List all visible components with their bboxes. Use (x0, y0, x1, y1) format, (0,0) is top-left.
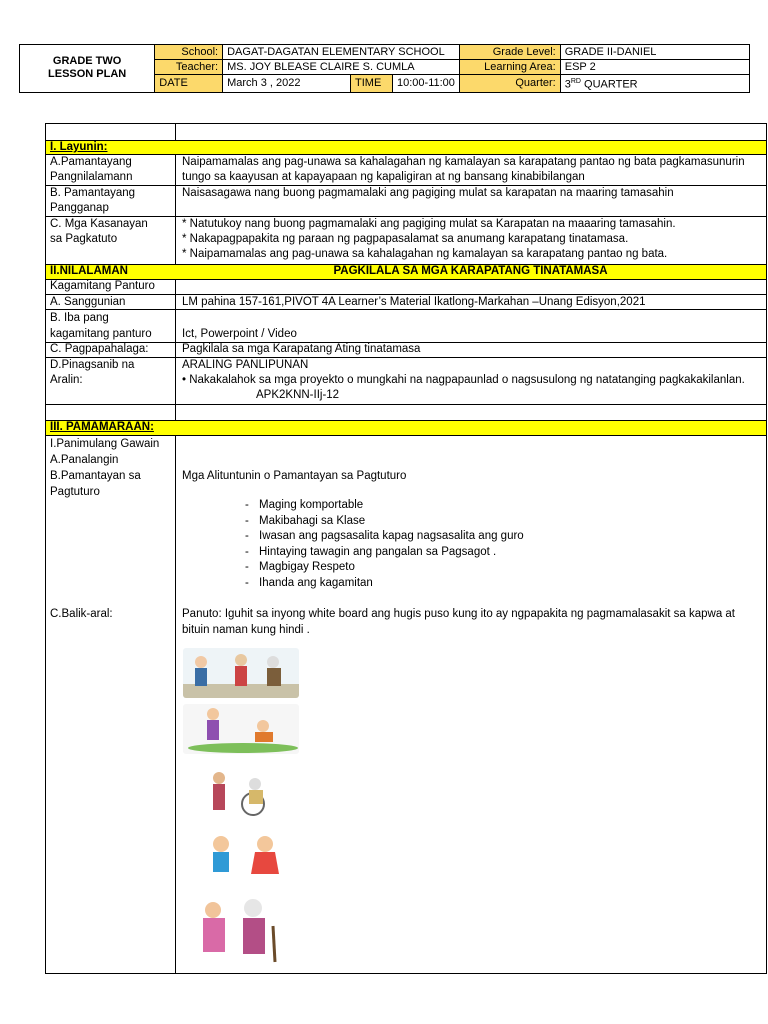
grade-value: GRADE II-DANIEL (560, 45, 749, 60)
text-a1: Naipamamalas ang pag-unawa sa kahalagahan ng kamalayan sa karapatang pantao ng bata pagkamasunurin (182, 156, 745, 168)
date-value: March 3 , 2022 (223, 75, 351, 93)
label-kagamitan: Kagamitang Panturo (50, 280, 155, 292)
label-pagtuturo: Pagtuturo (50, 486, 100, 498)
teacher-value: MS. JOY BLEASE CLAIRE S. CUMLA (223, 60, 460, 75)
nilalaman-heading: II.NILALAMAN (50, 265, 128, 277)
pamamaraan-heading: III. PAMAMARAAN: (50, 421, 154, 433)
text-sanggunian: LM pahina 157-161,PIVOT 4A Learner’s Material Ikatlong-Markahan –Unang Edisyon,2021 (182, 296, 646, 308)
label-panalangin: A.Panalangin (50, 454, 119, 466)
label-b1: B. Iba pang (50, 312, 109, 324)
label-a2: Pangnilalamann (50, 171, 133, 183)
two-kids-image (183, 832, 299, 884)
label-pagpapahalaga: C. Pagpapahalaga: (50, 343, 149, 355)
row-mga-kasanayan (46, 216, 766, 264)
wheelchair-image (183, 770, 299, 818)
school-label: School: (155, 45, 223, 60)
topic-title: PAGKILALA SA MGA KARAPATANG TINATAMASA (333, 265, 608, 277)
row-pinagsanib (46, 357, 766, 404)
label-d1: D.Pinagsanib na (50, 359, 135, 371)
blank-row (46, 404, 766, 420)
panuto-line1: Panuto: Iguhit sa inyong white board ang hugis puso kung ito ay ngpapakita ng pagmamalasakit sa kapwa at (182, 608, 736, 620)
rule-item: - Makibahagi sa Klase (245, 514, 524, 530)
lesson-table (45, 123, 767, 974)
row-pagpapahalaga (46, 342, 766, 357)
nilalaman-heading-row (46, 264, 766, 279)
teacher-label: Teacher: (155, 60, 223, 75)
row-iba-pang-kagamitan (46, 309, 766, 342)
row-pamantayang-pangnilalaman (46, 154, 766, 185)
label-c1: C. Mga Kasanayan (50, 218, 148, 230)
time-value: 10:00-11:00 (393, 75, 460, 93)
header-table (19, 44, 750, 93)
text-kagamitan: Ict, Powerpoint / Video (182, 328, 297, 340)
label-sanggunian: A. Sanggunian (50, 296, 126, 308)
row-kagamitan (46, 279, 766, 294)
grade-label: Grade Level: (459, 45, 560, 60)
label-c2: sa Pagkatuto (50, 233, 118, 245)
pamamaraan-heading-row (46, 420, 766, 435)
helping-elder-image (183, 648, 299, 698)
label-b1: B. Pamantayang (50, 187, 136, 199)
rules-list (245, 498, 524, 591)
text-a2: tungo sa kaayusan at kapayapaan ng kapaligiran at ng bansang kinabibilangan (182, 171, 585, 183)
kasanayan-item: * Naipamamalas ang pag-unawa sa kahalagahan ng kamalayan sa karapatang pantao ng bata. (182, 248, 668, 260)
layunin-heading-row (46, 140, 766, 154)
row-pamantayang-pangganap (46, 185, 766, 216)
label-pamantayan: B.Pamantayan sa (50, 470, 141, 482)
kasanayan-item: * Nakapagpapakita ng paraan ng pagpapasalamat sa anumang karapatang tinatamasa. (182, 233, 629, 245)
area-label: Learning Area: (459, 60, 560, 75)
time-label: TIME (351, 75, 393, 93)
quarter-value: 3RD QUARTER (560, 75, 749, 93)
label-b2: Pangganap (50, 202, 109, 214)
quarter-label: Quarter: (459, 75, 560, 93)
text-b: Naisasagawa nang buong pagmamalaki ang pagiging mulat sa karapatan na maaring tamasahin (182, 187, 674, 199)
row-pamamaraan-body (46, 435, 766, 973)
rule-item: - Ihanda ang kagamitan (245, 576, 524, 592)
label-a1: A.Pamantayang (50, 156, 132, 168)
panuto-line2: bituin naman kung hindi . (182, 624, 310, 636)
row-sanggunian (46, 294, 766, 309)
date-label: DATE (155, 75, 223, 93)
area-value: ESP 2 (560, 60, 749, 75)
label-balik-aral: C.Balik-aral: (50, 608, 113, 620)
text-nakakalahok: • Nakakalahok sa mga proyekto o mungkahi na nagpapaunlad o nagsusulong ng natatanging pagkakakilanlan. (182, 374, 745, 386)
helping-fallen-child-image (183, 704, 299, 754)
top-blank-row (46, 124, 766, 140)
kasanayan-item: * Natutukoy nang buong pagmamalaki ang pagiging mulat sa Karapatan na maaaring tamasahin. (182, 218, 676, 230)
text-araling-panlipunan: ARALING PANLIPUNAN (182, 359, 309, 371)
layunin-heading: I. Layunin: (50, 141, 108, 153)
rule-item: - Iwasan ang pagsasalita kapag nagsasalita ang guro (245, 529, 524, 545)
text-pagpapahalaga: Pagkilala sa mga Karapatang Ating tinatamasa (182, 343, 421, 355)
rule-item: - Magbigay Respeto (245, 560, 524, 576)
rule-item: - Hintaying tawagin ang pangalan sa Pagsagot . (245, 545, 524, 561)
lesson-plan-title: GRADE TWO LESSON PLAN (20, 45, 155, 93)
label-d2: Aralin: (50, 374, 83, 386)
text-code: APK2KNN-IIj-12 (256, 389, 340, 401)
school-value: DAGAT-DAGATAN ELEMENTARY SCHOOL (223, 45, 460, 60)
label-panimulang: I.Panimulang Gawain (50, 438, 160, 450)
rule-item: - Maging komportable (245, 498, 524, 514)
elder-with-child-image (183, 896, 299, 966)
label-b2: kagamitang panturo (50, 328, 152, 340)
rules-title: Mga Alituntunin o Pamantayan sa Pagtuturo (182, 470, 407, 482)
